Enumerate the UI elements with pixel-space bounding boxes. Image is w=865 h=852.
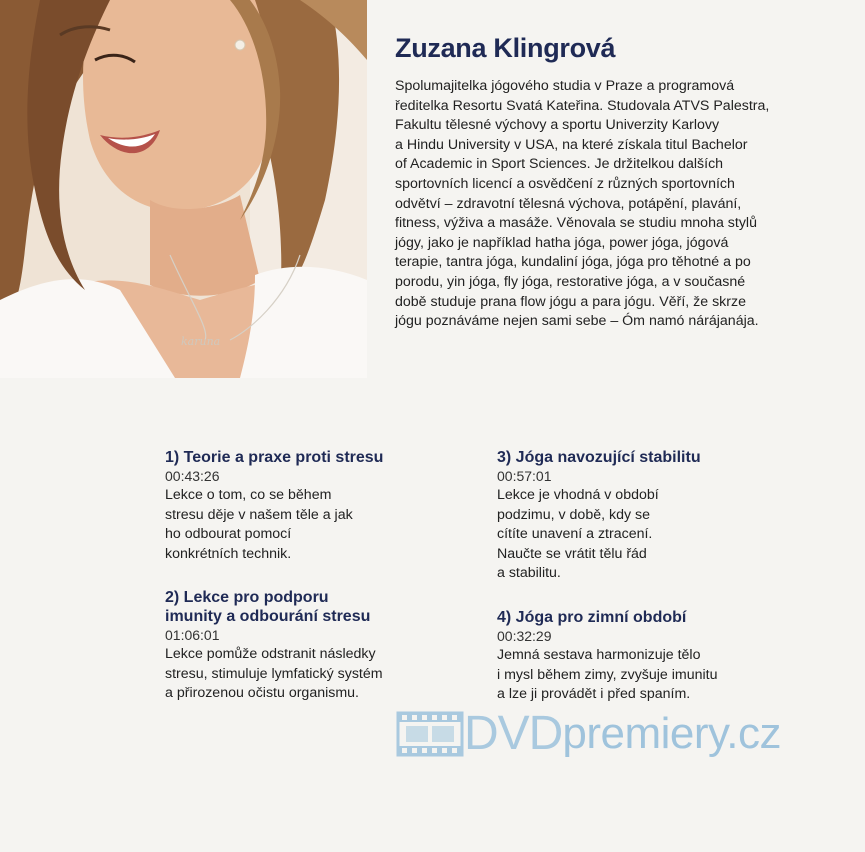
- lesson-duration: 00:43:26: [165, 468, 220, 484]
- lesson-desc-line: stresu, stimuluje lymfatický systém: [165, 665, 383, 682]
- lesson-1: [165, 448, 383, 564]
- lesson-desc-line: a stabilitu.: [497, 565, 561, 582]
- bio-name: Zuzana Klingrová: [395, 33, 616, 63]
- lesson-description: [497, 486, 701, 584]
- bio-line: porodu, yin jóga, fly jóga, restorative jóga, a v současné: [395, 273, 746, 290]
- lesson-title-line: imunity a odbourání stresu: [165, 608, 371, 625]
- lesson-description: [497, 646, 718, 705]
- portrait-illustration: [0, 0, 367, 378]
- lesson-title: 4) Jóga pro zimní období: [497, 609, 687, 626]
- necklace-text: karuna: [181, 335, 221, 348]
- bio-line: jógu poznáváme nejen sami sebe – Óm namó nárájanája.: [395, 313, 759, 330]
- lesson-duration: 00:57:01: [497, 468, 552, 484]
- lesson-desc-line: konkrétních technik.: [165, 545, 292, 562]
- bio-line: terapie, tantra jóga, kundaliní jóga, jóga pro těhotné a po: [395, 254, 751, 271]
- lesson-desc-line: Jemná sestava harmonizuje tělo: [497, 647, 701, 663]
- bio-line: of Academic in Sport Sciences. Je držitelkou dalších: [395, 156, 724, 173]
- bio-line: době studuje prana flow jógu a para jógu. Věří, že skrze: [395, 293, 746, 310]
- lesson-2: [165, 588, 383, 704]
- lesson-desc-line: Lekce je vhodná v období: [497, 487, 659, 503]
- lesson-desc-line: a přirozenou očistu organismu.: [165, 685, 359, 702]
- bio-line: Fakultu tělesné výchovy a sportu Univerzity Karlovy: [395, 117, 720, 134]
- portrait-photo: [0, 0, 367, 378]
- lesson-desc-line: ho odbourat pomocí: [165, 526, 292, 543]
- bio-line: Spolumajitelka jógového studia v Praze a programová: [395, 78, 735, 94]
- lesson-desc-line: Lekce o tom, co se během: [165, 487, 332, 503]
- lesson-description: [165, 645, 383, 704]
- lesson-desc-line: cítíte unavení a ztracení.: [497, 526, 653, 543]
- lesson-desc-line: Naučte se vrátit tělu řád: [497, 545, 647, 562]
- bio-line: fitness, výživa a masáže. Věnovala se studiu mnoha stylů: [395, 215, 757, 232]
- watermark-logo: [396, 706, 781, 762]
- bio-line: ředitelka Resortu Svatá Kateřina. Studovala ATVS Palestra,: [395, 97, 770, 114]
- bio-line: a Hindu University v USA, na které získala titul Bachelor: [395, 136, 748, 153]
- lesson-title: 3) Jóga navozující stabilitu: [497, 449, 701, 466]
- lesson-4: [497, 608, 718, 705]
- lesson-desc-line: podzimu, v době, kdy se: [497, 506, 650, 523]
- bio-line: jógy, jako je například hatha jóga, power jóga, jógová: [395, 234, 729, 251]
- lesson-duration: 00:32:29: [497, 628, 552, 644]
- lesson-title: [165, 588, 383, 626]
- film-strip-icon: [396, 709, 464, 759]
- watermark-domain-text: premiery.cz: [562, 709, 781, 758]
- lesson-desc-line: Lekce pomůže odstranit následky: [165, 646, 376, 662]
- lesson-title: 1) Teorie a praxe proti stresu: [165, 449, 384, 466]
- lesson-desc-line: i mysl během zimy, zvyšuje imunitu: [497, 666, 718, 683]
- watermark-dvd-text: DVD: [464, 707, 563, 760]
- bio-text: [395, 77, 825, 332]
- bio-line: sportovních licencí a osvědčení z různých sportovních: [395, 175, 735, 192]
- lesson-title-line: 2) Lekce pro podporu: [165, 589, 329, 606]
- lesson-desc-line: a lze ji provádět i před spaním.: [497, 686, 691, 703]
- lesson-3: [497, 448, 701, 584]
- bio-line: odvětví – zdravotní tělesná výchova, potápění, plavání,: [395, 195, 742, 212]
- lesson-duration: 01:06:01: [165, 627, 220, 643]
- lesson-description: [165, 486, 383, 564]
- lesson-desc-line: stresu děje v našem těle a jak: [165, 506, 353, 523]
